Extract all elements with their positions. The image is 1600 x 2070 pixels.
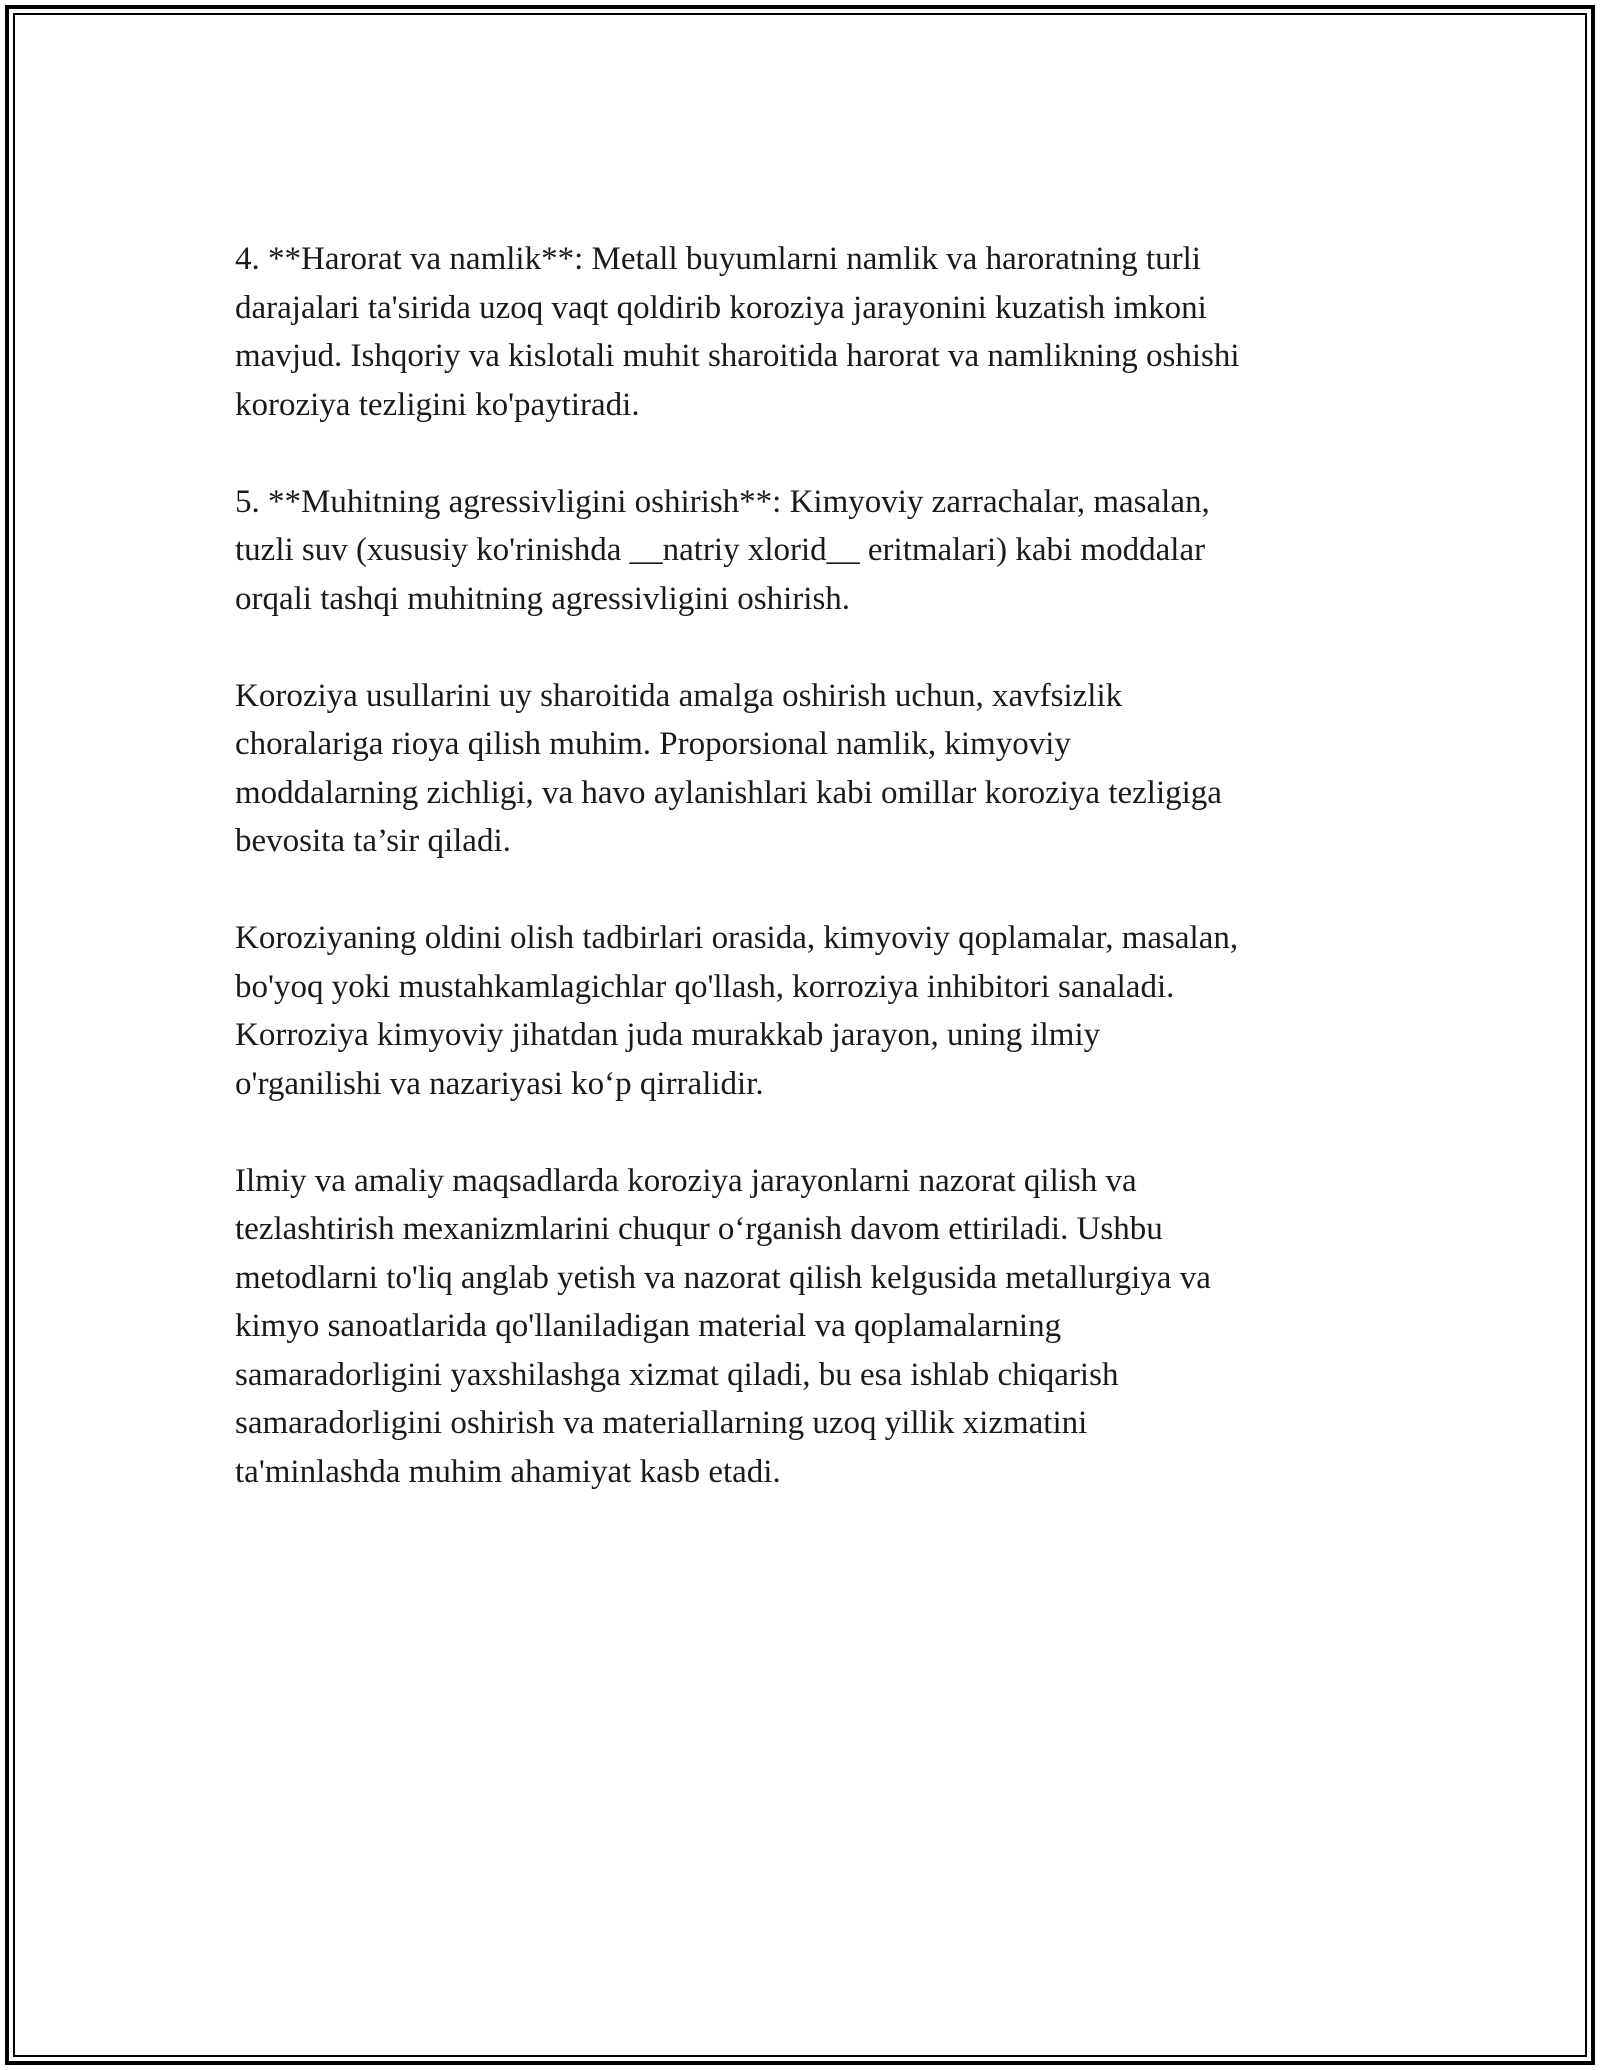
paragraph-research: Ilmiy va amaliy maqsadlarda koroziya jarayonlarni nazorat qilish va tezlashtirish mexanizmlarini chuqur o‘rganish davom ettiriladi. Ushbu metodlarni to'liq anglab yetish va nazorat qilish kelgusida metallurgiya va kimyo sanoatlarida qo'llaniladigan material va qoplamalarning samaradorligini yaxshilashga xizmat qiladi, bu esa ishlab chiqarish samaradorligini oshirish va materiallarning uzoq yillik xizmatini ta'minlashda muhim ahamiyat kasb etadi. — [235, 1162, 1211, 1490]
paragraph-environment-aggressiveness: 5. **Muhitning agressivligini oshirish**: Kimyoviy zarrachalar, masalan, tuzli suv (xususiy ko'rinishda __natriy xlorid__ eritmalari) kabi moddalar orqali tashqi muhitning agressivligini oshirish. — [235, 483, 1210, 617]
document-body — [235, 235, 1365, 1496]
paragraph-temperature-humidity: 4. **Harorat va namlik**: Metall buyumlarni namlik va haroratning turli darajalari ta'sirida uzoq vaqt qoldirib koroziya jarayonini kuzatish imkoni mavjud. Ishqoriy va kislotali muhit sharoitida harorat va namlikning oshishi koroziya tezligini ko'paytiradi. — [235, 241, 1240, 423]
paragraph-home-safety: Koroziya usullarini uy sharoitida amalga oshirish uchun, xavfsizlik choralariga rioya qilish muhim. Proporsional namlik, kimyoviy moddalarning zichligi, va havo aylanishlari kabi omillar koroziya tezligiga bevosita ta’sir qiladi. — [235, 677, 1222, 859]
paragraph-prevention: Koroziyaning oldini olish tadbirlari orasida, kimyoviy qoplamalar, masalan, bo'yoq yoki mustahkamlagichlar qo'llash, korroziya inhibitori sanaladi. Korroziya kimyoviy jihatdan juda murakkab jarayon, uning ilmiy o'rganilishi va nazariyasi ko‘p qirralidir. — [235, 920, 1239, 1102]
